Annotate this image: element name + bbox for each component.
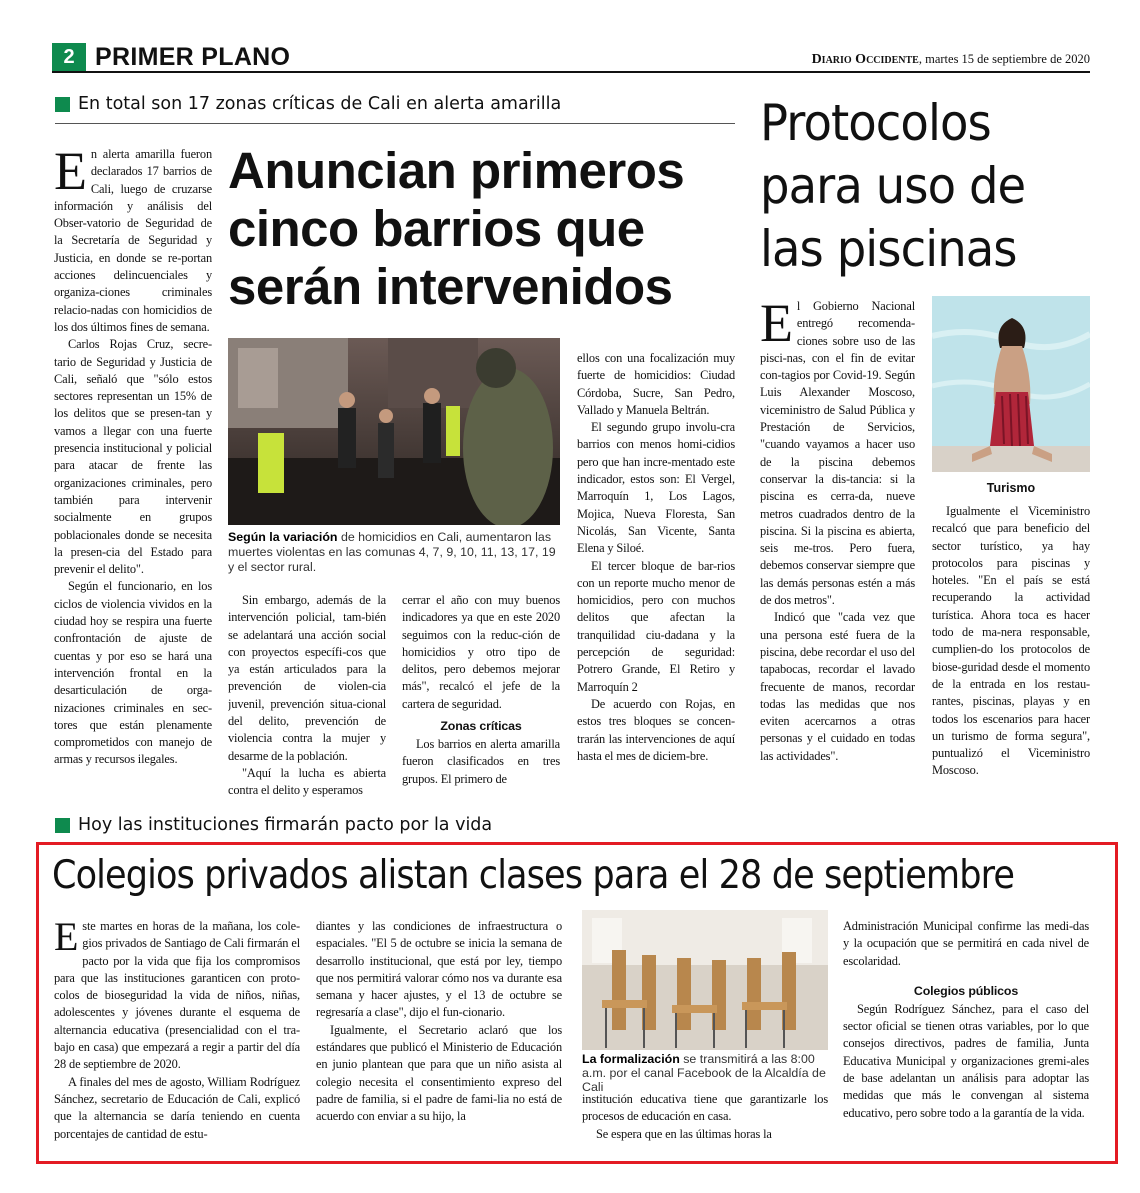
story2-headline: Protocolos para uso de las piscinas — [760, 94, 1026, 278]
story3-col3-p1: institución educativa tiene que garantizarle los procesos de educación en casa. — [582, 1092, 828, 1124]
story2-photo-caption: Turismo — [986, 481, 1036, 495]
story3-column-1 — [54, 918, 300, 1148]
issue-date: , martes 15 de septiembre de 2020 — [918, 52, 1090, 66]
story3-headline: Colegios privados alistan clases para el 28 de septiembre — [52, 853, 1015, 898]
story2-photo — [932, 296, 1090, 472]
story3-caption-text: se transmitirá a las 8:00 a.m. por el canal Facebook de la Alcaldía de Cali — [582, 1052, 826, 1094]
story1-col2-p1: Sin embargo, además de la intervención policial, tam-bién se adelantará una acción social con proyectos específi-cos que ya están articulados para la prevención de violen-cia juvenil, prevención situa-cional del delito, prevención de violencia contra la mujer y desarme de la población. — [228, 593, 386, 763]
story2-col1-p2: Indicó que "cada vez que una persona esté fuera de la piscina, debe recordar el uso del tapabocas, recordar el lavado frecuente de manos, recordar todas las medidas que nos eviten acercarnos a otras personas y el cuidado en todas las actividades". — [760, 610, 915, 763]
story1-column-3 — [402, 592, 560, 802]
story3-col1-p2: A finales del mes de agosto, William Rodríguez Sánchez, secretario de Educación de Cali, explicó que la alternancia se daría teniendo en cuenta porcentajes de cantidad de estu- — [54, 1074, 300, 1141]
paper-name: Diario Occidente — [811, 52, 919, 67]
section-title: PRIMER PLANO — [95, 43, 291, 71]
story3-kicker-text: Hoy las instituciones firmarán pacto por la vida — [78, 815, 493, 835]
story1-col4-p1: ellos con una focalización muy fuerte de homicidios: Ciudad Córdoba, Sucre, San Pedro, Vallado y Manuela Beltrán. — [577, 351, 735, 417]
story1-drop-cap: E — [54, 146, 87, 201]
story1-col1-p2: Carlos Rojas Cruz, secre-tario de Seguridad y Justicia de Cali, señaló que "sólo estos sectores representan un 15% de los delitos que se presen-tan y vamos a llegar con una fuerte presencia institucional y policial para atacar de frente las organizaciones criminales, pero también para intervenir socialmente en grupos poblacionales donde se necesita la presen-cia del Estado para prevenir el delito". — [54, 337, 212, 577]
story1-kicker-text: En total son 17 zonas críticas de Cali en alerta amarilla — [78, 94, 562, 114]
story1-col4-p4: De acuerdo con Rojas, en estos tres bloques se concen-trarán las intervenciones de aquí hasta el mes de diciem-bre. — [577, 696, 735, 763]
story3-col2-p2: Igualmente, el Secretario aclaró que los estándares que publicó el Ministerio de Educación en junio plantean que para que un niño asista al colegio necesita el consentimiento expreso del padre de familia, si el padre de fami-lia no está de acuerdo con enviar a su hijo, la — [316, 1022, 562, 1124]
story3-drop-cap: E — [54, 918, 79, 959]
green-square-icon — [55, 818, 70, 833]
story2-column-1 — [760, 298, 915, 783]
story3-col3-p2: Se espera que en las últimas horas la — [596, 1126, 772, 1141]
story3-kicker — [55, 815, 492, 835]
story3-subhead: Colegios públicos — [913, 983, 1019, 998]
story1-col4-p2: El segundo grupo involu-cra barrios con menos homi-cidios pero que han incre-mentado este indicador, estos son: El Vergel, Marroquín 1, Los Lagos, Mojica, Nueva Floresta, San Nicolás, San Vicente, Santa Elena y Siloé. — [577, 420, 735, 556]
story3-column-3 — [582, 1091, 828, 1151]
green-square-icon — [55, 97, 70, 112]
story1-column-2 — [228, 592, 386, 802]
story1-headline: Anuncian primeros cinco barrios que serán intervenidos — [228, 142, 685, 315]
story1-col3-p2: Los barrios en alerta amarilla fueron clasificados en tres grupos. El primero de — [402, 737, 560, 786]
story1-kicker — [55, 94, 561, 114]
story1-photo — [228, 338, 560, 525]
page-number: 2 — [63, 46, 75, 68]
story1-col3-p1: cerrar el año con muy buenos indicadores ya que en este 2020 seguimos con la reduc-ción de homicidios y otro tipo de delitos, pero debemos mejorar más", recalcó el jefe de la cartera de seguridad. — [402, 593, 560, 711]
story2-drop-cap: E — [760, 298, 793, 353]
story1-col4-p3: El tercer bloque de bar-rios con un reporte mucho menor de homicidios, pero con muchos delitos que afectan la tranquilidad ciu-dadana y la percepción de seguridad: Potrero Grande, El Retiro y Marroquín 2 — [577, 558, 735, 694]
story2-column-2 — [932, 503, 1090, 803]
story3-col1-p1: ste martes en horas de la mañana, los cole-gios privados de Santiago de Cali firmarán el pacto por la vida que fija los compromisos para que las instituciones garanticen con proto-colos de bioseguridad la vida de niños, niñas, adolescentes y jóvenes durante el esquema de alternancia educativa (presencialidad con el tra-bajo en casa) que empezará a regir a partir del día 28 de septiembre de 2020. — [54, 919, 300, 1072]
story1-photo-caption — [228, 530, 560, 575]
story2-col2-p1: Igualmente el Viceministro recalcó que para beneficio del sector turístico, ya hay protocolos para piscinas y hoteles. "En el país se está recuperando la actividad turística. Ahora toca es hacer todo de ma-nera responsable, cumplien-do los protocolos de biose-guridad desde el momento de la entrada en los restau-rantes, piscinas, playas y en todos los escenarios para hacer un turismo de forma segura", puntualizó el Viceministro Moscoso. — [932, 504, 1090, 778]
story1-col2-p2: "Aquí la lucha es abierta contra el delito y esperamos — [228, 765, 386, 798]
story3-col2-p1: diantes y las condiciones de infraestructura o espaciales. "El 5 de octubre se inicia la semana de desarrollo institucional, que está por ley, tiempo que nos permitirá valorar cómo nos va durante esa semana y hacer ajustes, y el 13 de octubre se regresaría a clase", dijo el fun-cionario. — [316, 919, 562, 1020]
story1-caption-lead: Según la variación — [228, 530, 338, 544]
story1-column-4 — [577, 350, 735, 800]
page-number-box — [52, 43, 86, 71]
story3-photo-caption — [582, 1052, 832, 1094]
story3-caption-lead: La formalización — [582, 1052, 680, 1066]
masthead-date — [812, 52, 1090, 68]
story1-kicker-rule — [55, 123, 735, 124]
story3-column-4 — [843, 918, 1089, 1148]
header-rule — [52, 71, 1090, 73]
story1-col1-p1: n alerta amarilla fueron declarados 17 barrios de Cali, luego de cruzarse información y análisis del Obser-vatorio de Seguridad de la Secretaría de Seguridad y Justicia, en donde se re-portan acciones delincuenciales y organiza-ciones criminales relacio-nadas con homicidios de los dos últimos fines de semana. — [54, 147, 212, 334]
story1-column-1 — [54, 146, 212, 801]
story1-caption-text: de homicidios en Cali, aumentaron las muertes violentas en las comunas 4, 7, 9, 10, 11, 13, 17, 19 y el sector rural. — [228, 530, 556, 574]
story3-col4-p2: Según Rodríguez Sánchez, para el caso del sector oficial se tienen otras variables, por lo que consejos directivos, padres de familia, Junta Educativa Municipal y organizaciones gremi-ales de base adelantan un análisis para adoptar las medidas que más le convengan al sistema educativo, pero sobre todo a la garantía de la vida. — [843, 1001, 1089, 1120]
story3-photo — [582, 910, 828, 1050]
story1-col1-p3: Según el funcionario, en los ciclos de violencia vividos en la ciudad hoy se respira una fuerte confrontación de ajuste de cuentas y por eso se hará una intervención frontal en la desarticulación de orga-nizaciones criminales en sec-tores que están plenamente comprometidos con manejo de armas y recursos ilegales. — [54, 579, 212, 767]
story3-column-2 — [316, 918, 562, 1148]
story3-col4-p1: Administración Municipal confirme las medi-das y la ocupación que se permitirá en cada nivel de escolaridad. — [843, 919, 1089, 968]
story2-col1-p1: l Gobierno Nacional entregó recomenda-ciones sobre uso de las pisci-nas, con el fin de evitar con-tagios por Covid-19. Según Luis Alexander Moscoso, viceministro de Salud Pública y Prestación de Servicios, "cuando vayamos a hacer uso de la piscina debemos conservar la dis-tancia: si la piscina es cerra-da, nueve metros cuadrados dentro de la piscina. Si la piscina es abierta, seis me-tros. Pero fuera, debemos conservar siempre que las demás personas estén a más de dos metros". — [760, 299, 915, 608]
story1-subhead: Zonas críticas — [440, 719, 522, 734]
